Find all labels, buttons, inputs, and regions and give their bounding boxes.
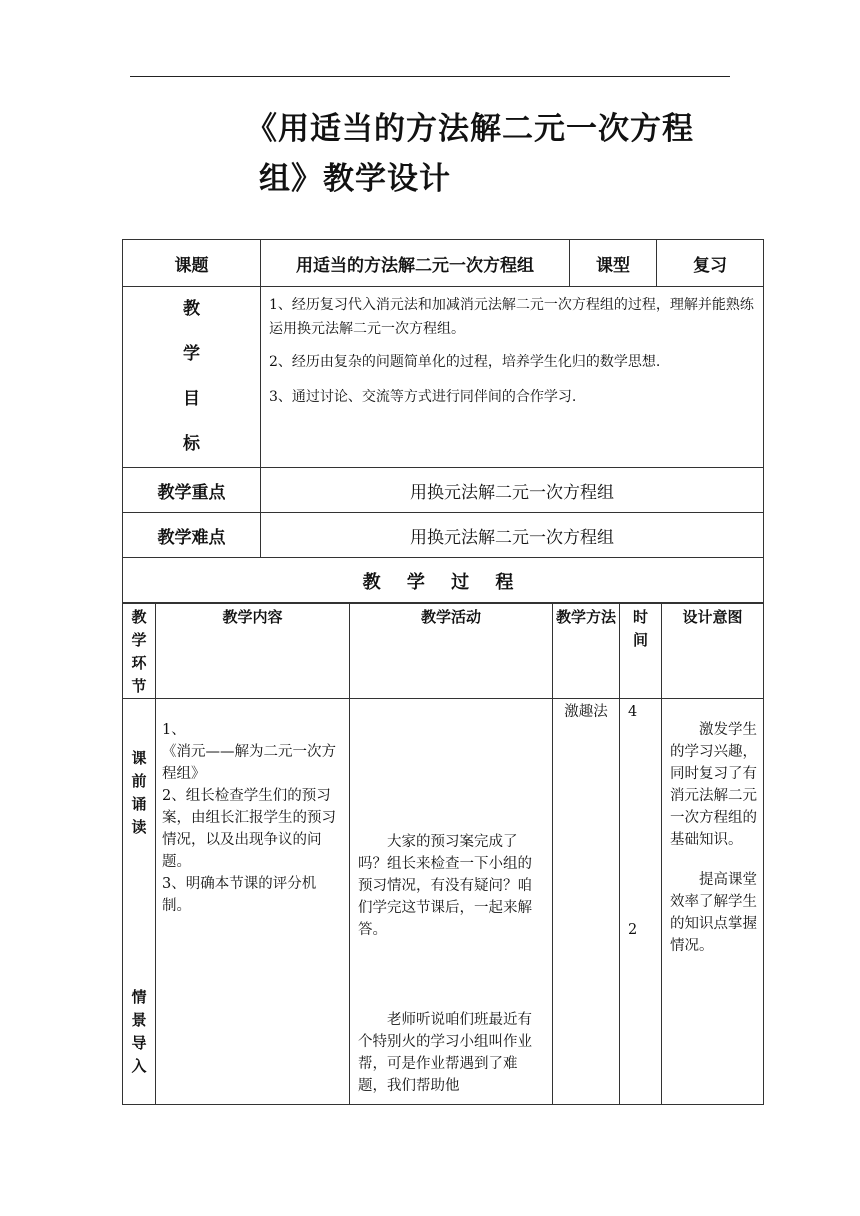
stage-char: 课	[131, 749, 147, 767]
stage-char: 读	[131, 818, 147, 836]
topic-value: 用适当的方法解二元一次方程组	[261, 240, 570, 287]
stage-char: 诵	[131, 795, 147, 813]
lesson-info-table	[122, 239, 764, 604]
header-time	[620, 603, 662, 699]
content-item: 3、明确本节课的评分机制。	[162, 876, 317, 914]
title-line-1: 《用适当的方法解二元一次方程	[246, 111, 694, 147]
process-title: 教 学 过 程	[123, 558, 764, 604]
topic-label: 课题	[123, 240, 261, 287]
header-stage-char: 教	[131, 608, 147, 626]
teaching-process-table	[122, 602, 764, 1105]
stage-char: 前	[131, 772, 147, 790]
difficulty-value: 用换元法解二元一次方程组	[261, 513, 764, 558]
stage-cell	[123, 699, 156, 1105]
header-time-char: 间	[632, 631, 648, 649]
type-label: 课型	[570, 240, 657, 287]
header-method: 教学方法	[553, 603, 620, 699]
activity-paragraph: 老师听说咱们班最近有个特别火的学习小组叫作业帮，可是作业帮遇到了难题，我们帮助他	[358, 1012, 532, 1094]
goal-item: 3、通过讨论、交流等方式进行同伴间的合作学习.	[269, 389, 577, 405]
time-cell	[620, 699, 662, 1105]
activity-cell	[350, 699, 553, 1105]
stage-char: 入	[131, 1057, 147, 1075]
header-time-char: 时	[632, 608, 648, 626]
intent-paragraph: 提高课堂效率了解学生的知识点掌握情况。	[670, 872, 757, 954]
goals-label-char: 目	[183, 389, 200, 409]
stage-scenario-intro	[123, 986, 155, 1078]
goals-label-char: 教	[183, 299, 200, 319]
goals-label	[123, 287, 261, 468]
goal-item: 2、经历由复杂的问题简单化的过程，培养学生化归的数学思想.	[269, 354, 661, 370]
header-stage-char: 环	[131, 654, 147, 672]
header-intent: 设计意图	[662, 603, 764, 699]
goal-item: 1、经历复习代入消元法和加减消元法解二元一次方程组的过程，理解并能熟练运用换元法解二元一次方程组。	[269, 297, 754, 337]
intent-paragraph: 激发学生的学习兴趣，同时复习了有消元法解二元一次方程组的基础知识。	[670, 722, 757, 848]
content-cell	[156, 699, 350, 1105]
goals-label-char: 学	[183, 344, 200, 364]
header-activity: 教学活动	[350, 603, 553, 699]
activity-paragraph: 大家的预习案完成了吗？组长来检查一下小组的预习情况，有没有疑问？咱们学完这节课后，一起来解答。	[358, 834, 532, 938]
header-stage	[123, 603, 156, 699]
key-point-value: 用换元法解二元一次方程组	[261, 468, 764, 513]
goals-label-char: 标	[183, 434, 200, 454]
teaching-goals	[261, 287, 764, 468]
stage-char: 情	[131, 988, 147, 1006]
stage-preclass-reading	[123, 747, 155, 839]
header-stage-char: 节	[131, 677, 147, 695]
type-value: 复习	[657, 240, 764, 287]
content-item: 1、	[162, 722, 186, 738]
header-content: 教学内容	[156, 603, 350, 699]
time-value: 4	[628, 704, 638, 720]
stage-char: 景	[131, 1011, 147, 1029]
time-value: 2	[628, 922, 638, 938]
content-item: 《消元——解为二元一次方程组》	[162, 744, 336, 782]
document-title	[150, 104, 790, 204]
stage-char: 导	[131, 1034, 147, 1052]
title-line-2: 组》教学设计	[259, 161, 451, 197]
header-stage-char: 学	[131, 631, 147, 649]
key-point-label: 教学重点	[123, 468, 261, 513]
intent-cell	[662, 699, 764, 1105]
difficulty-label: 教学难点	[123, 513, 261, 558]
method-cell: 激趣法	[553, 699, 620, 1105]
content-item: 2、组长检查学生们的预习案，由组长汇报学生的预习情况，以及出现争议的问题。	[162, 788, 336, 870]
header-rule	[130, 76, 730, 77]
